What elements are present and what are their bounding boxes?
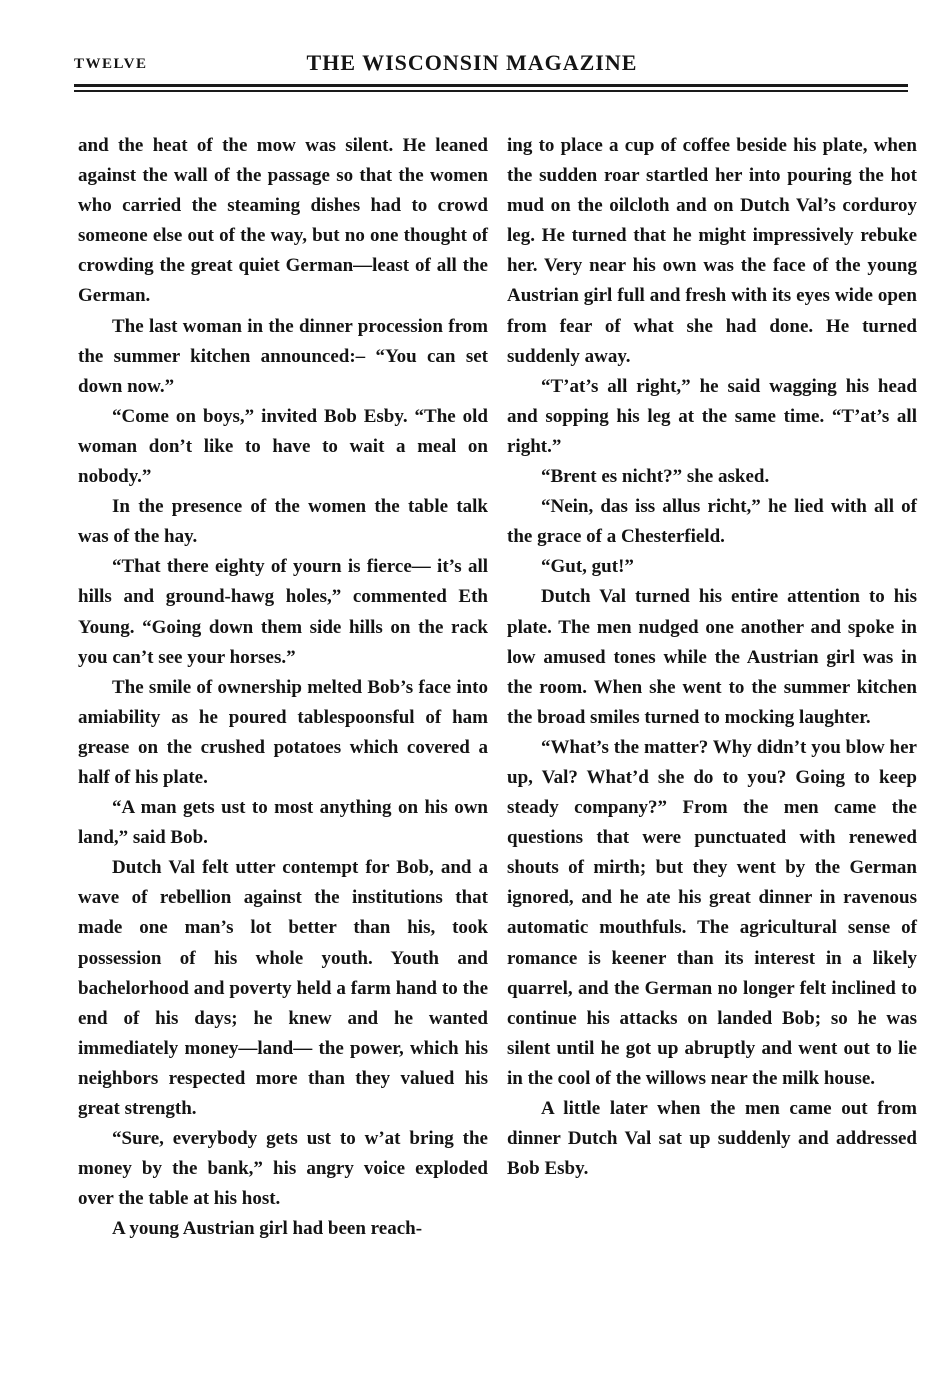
paragraph: “Brent es nicht?” she asked. [541,466,770,488]
paragraph: The smile of ownership melted Bob’s face into amiability as he poured tablespoonsful of ham grease on the crushed potatoes which covered a half of his plate. [78,676,488,788]
paragraph: “Nein, das iss allus richt,” he lied with all of the grace of a Chesterfield. [507,496,917,548]
paragraph: “That there eighty of yourn is fierce— it’s all hills and ground-hawg holes,” commented Eth Young. “Going down them side hills on the rack you can’t see your horses.” [78,556,488,668]
paragraph: ing to place a cup of coffee beside his plate, when the sudden roar startled her into pouring the hot mud on the oilcloth and on Dutch Val’s corduroy leg. He turned that he might impressively rebuke her. Very near his own was the face of the young Austrian girl full and fresh with its eyes wide open from fear of what she had done. He turned suddenly away. [507,135,917,367]
paragraph: In the presence of the women the table talk was of the hay. [78,496,488,548]
paragraph: “T’at’s all right,” he said wagging his head and sopping his leg at the same time. “T’at’s all right.” [507,375,917,457]
paragraph: “A man gets ust to most anything on his own land,” said Bob. [78,797,488,849]
paragraph: “Come on boys,” invited Bob Esby. “The old woman don’t like to have to wait a meal on nobody.” [78,405,488,488]
paragraph: “Sure, everybody gets ust to w’at bring the money by the bank,” his angry voice exploded over the table at his host. [78,1128,488,1210]
paragraph: The last woman in the dinner procession from the summer kitchen announced:– “You can set down now.” [78,315,488,397]
header-rule-thin [74,90,908,92]
header-rule-thick [74,84,908,87]
paragraph: A little later when the men came out from dinner Dutch Val sat up suddenly and addressed Bob Esby. [507,1098,917,1180]
paragraph: “Gut, gut!” [541,556,634,578]
left-column [78,131,488,1244]
paragraph: Dutch Val turned his entire attention to his plate. The men nudged one another and spoke in low amused tones while the Austrian girl was in the room. When she went to the summer kitchen the broad smiles turned to mocking laughter. [507,586,917,728]
paragraph: A young Austrian girl had been reach- [112,1218,423,1240]
paragraph: “What’s the matter? Why didn’t you blow her up, Val? What’d she do to you? Going to keep steady company?” From the men came the questions that were punctuated with renewed shouts of mirth; but they went by the German ignored, and he ate his great dinner in ravenous automatic mouthfuls. The agricultural sense of romance is keener than its interest in a likely quarrel, and the German no longer felt inclined to continue his attacks on landed Bob; so he was silent until he got up abruptly and went out to lie in the cool of the willows near the milk house. [507,736,917,1089]
paragraph: Dutch Val felt utter contempt for Bob, and a wave of rebellion against the institutions that made one man’s lot better than his, took possession of his whole youth. Youth and bachelorhood and poverty held a farm hand to the end of his days; he knew and he wanted immediately money—land— the power, which his neighbors respected more than they valued his great strength. [78,857,488,1119]
page-number: TWELVE [74,56,148,72]
right-column [507,131,917,1184]
magazine-title: THE WISCONSIN MAGAZINE [306,50,638,75]
paragraph: and the heat of the mow was silent. He leaned against the wall of the passage so that the women who carried the steaming dishes had to crowd someone else out of the way, but no one thought of crowding the great quiet German—least of all the German. [78,135,488,307]
